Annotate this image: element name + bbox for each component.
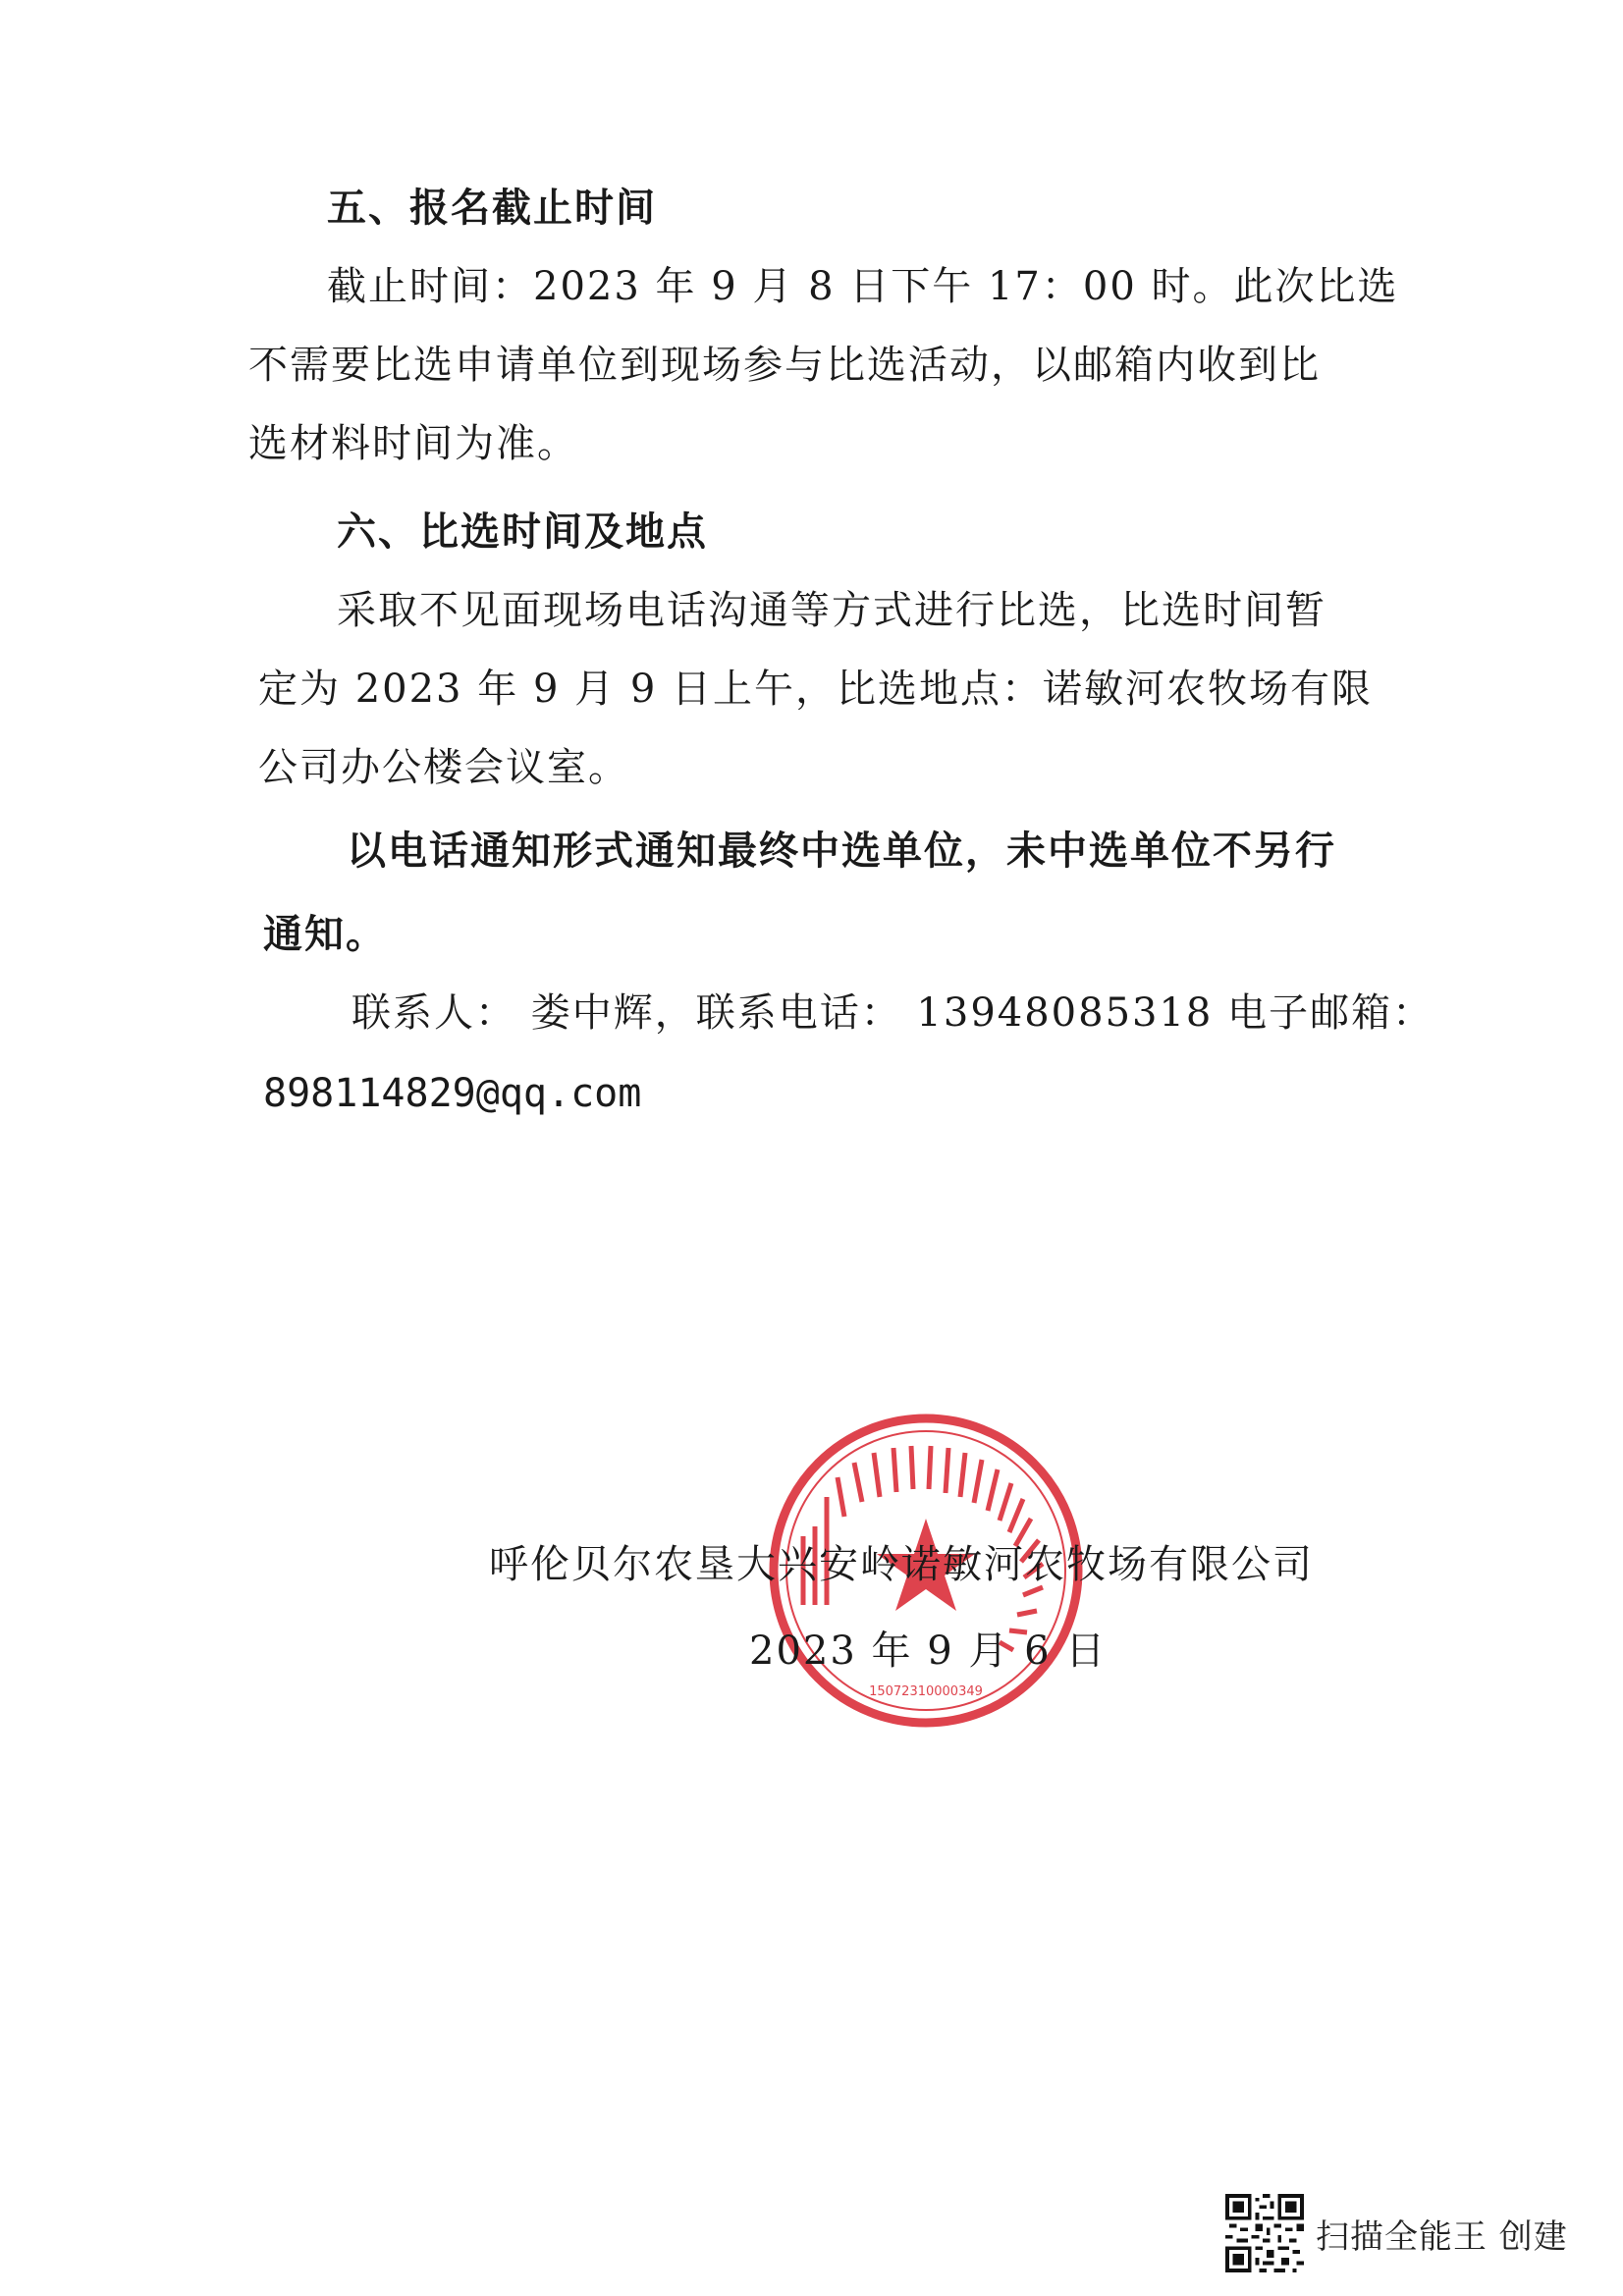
notice-line-2: 通知。 xyxy=(263,912,387,957)
contact-line: 联系人： 娄中辉，联系电话： 13948085318 电子邮箱： xyxy=(352,990,1434,1036)
section-5-line-1: 截止时间：2023 年 9 月 8 日下午 17：00 时。此次比选 xyxy=(327,264,1399,309)
contact-email: 898114829@qq.com xyxy=(263,1071,642,1116)
section-5-line-3: 选材料时间为准。 xyxy=(248,421,578,466)
seal-serial-number: 15072310000349 xyxy=(869,1684,983,1699)
signature-company: 呼伦贝尔农垦大兴安岭诺敏河农牧场有限公司 xyxy=(489,1542,1314,1587)
section-5-heading: 五、报名截止时间 xyxy=(327,186,657,231)
section-6-line-2: 定为 2023 年 9 月 9 日上午，比选地点：诺敏河农牧场有限 xyxy=(258,667,1373,712)
qr-code-icon xyxy=(1225,2194,1304,2272)
notice-line-1: 以电话通知形式通知最终中选单位，未中选单位不另行 xyxy=(347,828,1336,874)
scanner-watermark-text: 扫描全能王 创建 xyxy=(1316,2216,1568,2257)
signature-date: 2023 年 9 月 6 日 xyxy=(749,1629,1108,1674)
section-6-line-3: 公司办公楼会议室。 xyxy=(258,745,629,790)
section-6-heading: 六、比选时间及地点 xyxy=(337,509,708,555)
section-5-line-2: 不需要比选申请单位到现场参与比选活动，以邮箱内收到比 xyxy=(248,343,1321,388)
section-6-line-1: 采取不见面现场电话沟通等方式进行比选，比选时间暂 xyxy=(337,588,1326,633)
scanner-watermark xyxy=(1225,2189,1568,2277)
